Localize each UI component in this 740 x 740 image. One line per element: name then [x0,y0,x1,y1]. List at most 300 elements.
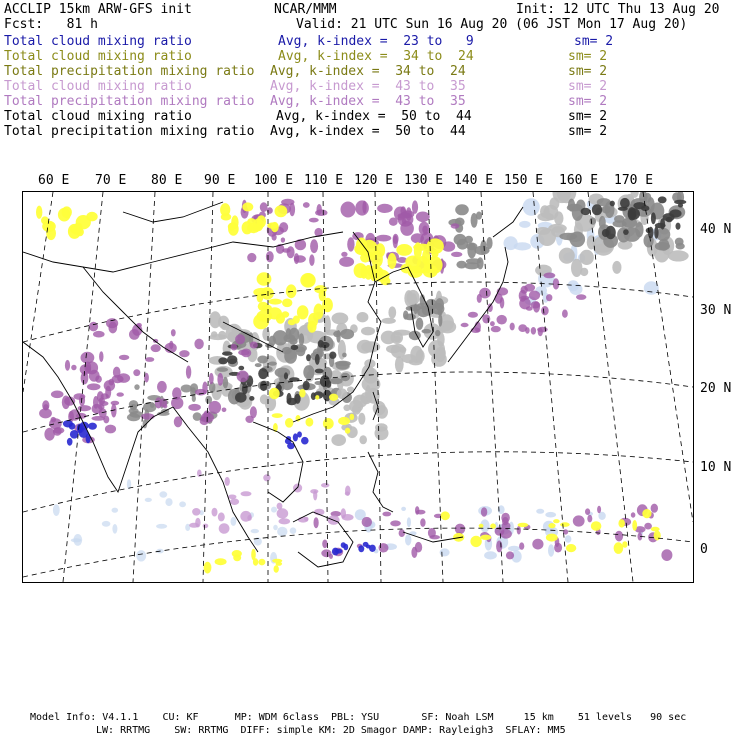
cloud-gray-shading [303,365,314,379]
ice-cloud-shading [376,235,391,242]
latitude-label: 40 N [700,222,732,237]
liquid-cloud-shading [363,542,369,547]
cloud-gray-shading [647,197,655,213]
cloud-gray-shading [605,226,615,240]
precip-yellow-shading [412,266,422,274]
cloud-gray-shading [311,392,316,400]
cloud-gray-shading [299,333,305,345]
ice-cloud-shading [345,486,351,496]
light-cloud-shading [290,527,297,534]
precip-yellow-shading [257,293,264,303]
ice-cloud-shading [382,512,391,517]
longitude-label: 70 E [95,173,127,188]
field-name: Total cloud mixing ratio [4,109,192,124]
ice-cloud-shading [394,207,407,221]
longitude-label: 100 E [254,173,294,188]
ice-cloud-shading [519,298,531,310]
ice-cloud-shading [597,506,601,513]
cloud-gray-shading [181,385,192,393]
light-cloud-shading [112,508,119,513]
precip-yellow-shading [323,418,334,429]
cloud-gray-shading [357,312,369,322]
ice-cloud-shading [651,504,658,513]
cloud-gray-shading [654,226,658,238]
cloud-gray-shading [257,356,268,364]
ice-cloud-shading [532,539,543,550]
ice-cloud-shading [238,350,249,356]
cloud-gray-shading [422,329,432,334]
ice-cloud-shading [281,237,285,242]
longitude-label: 110 E [304,173,344,188]
ice-cloud-shading [51,391,64,399]
cloud-gray-shading [353,395,368,408]
ice-cloud-shading [287,246,295,258]
cloud-gray-shading [620,198,630,208]
precip-yellow-shading [553,519,560,523]
ice-cloud-shading [279,222,288,232]
liquid-cloud-shading [88,423,97,430]
ice-cloud-shading [277,503,283,510]
cloud-gray-shading [571,259,582,277]
ice-cloud-shading [78,405,91,411]
liquid-cloud-shading [67,438,73,446]
ice-cloud-shading [218,512,225,521]
cloud-gray-shading [222,351,233,355]
cloud-gray-shading [343,405,350,412]
map-panel [22,191,694,583]
precip-yellow-shading [221,213,232,220]
precip-yellow-shading [86,212,97,222]
ice-cloud-shading [661,549,672,561]
ice-cloud-shading [553,278,560,289]
ice-cloud-shading [222,408,227,413]
ice-cloud-shading [171,329,176,336]
cloud-gray-shading [134,384,139,390]
cloud-gray-shading [326,380,332,388]
ice-cloud-shading [490,321,495,326]
model-info-line-1: Model Info: V4.1.1 CU: KF MP: WDM 6class PBL: YSU SF: Noah LSM 15 km 51 levels 90 sec [30,712,687,723]
field-smoothing: sm= 2 [568,79,608,94]
precip-yellow-shading [345,428,350,434]
cloud-gray-shading [289,328,299,342]
ice-cloud-shading [44,428,54,441]
cloud-gray-shading [382,318,396,324]
cloud-gray-shading [669,209,681,217]
precip-yellow-shading [41,216,49,224]
precip-yellow-shading [424,262,431,273]
cloud-gray-shading [438,314,442,327]
ice-cloud-shading [585,508,590,515]
field-smoothing: sm= 2 [568,109,608,124]
longitude-label: 120 E [354,173,394,188]
cloud-gray-shading [386,345,401,354]
ice-cloud-shading [113,367,121,378]
cloud-gray-shading [342,353,347,358]
cloud-gray-shading [359,435,367,444]
cloud-gray-shading [209,334,228,340]
ice-cloud-shading [644,523,652,530]
precip-yellow-shading [654,531,661,541]
cloud-gray-shading [273,330,288,345]
ice-cloud-shading [416,212,430,223]
cloud-gray-shading [486,237,492,249]
ice-cloud-shading [250,342,258,349]
cloud-gray-shading [454,234,467,245]
precip-yellow-shading [371,250,383,267]
precip-yellow-shading [268,299,282,305]
light-cloud-shading [545,512,556,518]
precip-yellow-shading [548,523,555,528]
light-cloud-shading [145,498,152,502]
cloud-gray-shading [358,413,365,425]
light-cloud-shading [231,517,237,526]
liquid-cloud-shading [341,542,346,548]
ice-cloud-shading [133,369,140,376]
precip-yellow-shading [62,206,72,218]
ice-cloud-shading [103,416,109,424]
ice-cloud-shading [422,226,428,234]
ice-cloud-shading [279,518,291,524]
ice-cloud-shading [188,404,201,411]
precip-yellow-shading [642,509,651,518]
ice-cloud-shading [322,540,327,549]
precip-yellow-shading [272,559,282,563]
ice-cloud-shading [517,526,521,535]
liquid-cloud-shading [63,420,73,427]
light-cloud-shading [112,524,117,534]
precip-yellow-shading [591,521,602,531]
light-cloud-shading [102,521,111,527]
cloud-gray-shading [416,350,425,363]
cloud-gray-shading [580,268,588,276]
ice-cloud-shading [98,404,105,410]
field-level-range: Avg, k-index = 34 to 24 [278,49,474,64]
field-name: Total precipitation mixing ratio [4,64,255,79]
light-cloud-shading [401,507,406,511]
precip-yellow-shading [480,535,491,540]
cloud-gray-shading [599,216,606,229]
cloud-gray-shading [129,400,138,409]
precip-yellow-shading [307,321,316,333]
ice-cloud-shading [157,381,167,393]
cloud-gray-shading [623,229,629,235]
field-name: Total cloud mixing ratio [4,79,192,94]
ice-cloud-shading [347,237,354,251]
field-level-range: Avg, k-index = 50 to 44 [270,124,466,139]
cloud-gray-shading [315,354,320,365]
ice-cloud-shading [129,329,140,340]
cloud-gray-shading [291,345,299,350]
ice-cloud-shading [362,517,372,527]
ice-cloud-shading [451,223,460,228]
light-cloud-shading [271,507,277,513]
cloud-gray-shading [394,336,401,343]
ice-cloud-shading [420,518,425,527]
ice-cloud-shading [106,318,118,328]
precip-yellow-shading [560,522,570,527]
ice-cloud-shading [240,511,251,522]
light-cloud-shading [159,491,167,497]
precip-yellow-shading [356,238,367,253]
light-cloud-shading [179,501,186,507]
precip-yellow-shading [242,221,253,234]
ice-cloud-shading [89,322,98,332]
ice-cloud-shading [341,202,356,218]
light-cloud-shading [548,544,554,556]
ice-cloud-shading [136,323,142,328]
cloud-gray-shading [287,398,298,405]
ice-cloud-shading [99,351,103,362]
cloud-gray-shading [218,357,228,364]
precip-yellow-shading [322,298,333,313]
ice-cloud-shading [524,284,535,292]
ice-cloud-shading [615,531,623,542]
ice-cloud-shading [518,324,527,332]
cloud-gray-shading [333,331,341,337]
ice-cloud-shading [573,515,585,526]
ice-cloud-shading [93,331,105,338]
light-cloud-shading [136,550,146,561]
cloud-gray-shading [388,306,396,318]
field-name: Total precipitation mixing ratio [4,124,255,139]
light-cloud-shading [565,535,572,543]
ice-cloud-shading [99,397,105,404]
cloud-gray-shading [538,228,556,246]
light-cloud-shading [407,517,411,527]
cloud-gray-shading [331,434,346,446]
ice-cloud-shading [39,408,52,418]
ice-cloud-shading [491,326,501,332]
cloud-gray-shading [217,367,228,372]
ice-cloud-shading [241,491,252,496]
field-level-range: Avg, k-index = 34 to 24 [270,64,466,79]
field-smoothing: sm= 2 [568,49,608,64]
cloud-gray-shading [336,361,350,369]
longitude-label: 90 E [204,173,236,188]
ice-cloud-shading [544,273,556,279]
liquid-cloud-shading [80,422,89,430]
cloud-gray-shading [580,250,594,265]
cloud-gray-shading [242,383,248,394]
ice-cloud-shading [245,416,253,423]
ice-cloud-shading [263,474,270,481]
ice-cloud-shading [219,523,230,534]
model-info-line-2: LW: RRTMG SW: RRTMG DIFF: simple KM: 2D Smagor DAMP: Rayleigh3 SFLAY: MM5 [96,725,566,736]
ice-cloud-shading [314,517,319,528]
cloud-gray-shading [306,354,311,361]
ice-cloud-shading [519,542,524,549]
ice-cloud-shading [468,312,478,318]
precip-yellow-shading [281,311,289,317]
forecast-map [23,192,693,582]
precip-yellow-shading [329,394,338,401]
cloud-gray-shading [641,205,649,211]
cloud-gray-shading [249,396,254,401]
precip-yellow-shading [275,205,288,217]
cloud-gray-shading [284,348,297,364]
ice-cloud-shading [294,253,299,264]
longitude-label: 60 E [38,173,70,188]
ice-cloud-shading [304,517,308,521]
ice-cloud-shading [64,397,75,406]
longitude-label: 150 E [504,173,544,188]
precip-yellow-shading [272,413,283,418]
ice-cloud-shading [355,200,369,215]
ice-cloud-shading [315,209,327,216]
ice-cloud-shading [501,513,510,523]
ice-cloud-shading [415,506,419,515]
cloud-gray-shading [303,381,310,390]
cloud-gray-shading [284,372,288,379]
cloud-gray-shading [465,236,473,243]
field-smoothing: sm= 2 [568,64,608,79]
ice-cloud-shading [212,508,218,517]
cloud-gray-shading [258,368,268,379]
cloud-gray-shading [329,352,336,359]
cloud-gray-shading [268,362,277,366]
precip-yellow-shading [269,388,280,399]
precip-yellow-shading [302,273,315,287]
cloud-gray-shading [361,327,375,336]
ice-cloud-shading [119,355,129,360]
ice-cloud-shading [500,297,505,308]
precip-yellow-shading [253,558,258,565]
ice-cloud-shading [189,523,199,528]
ice-cloud-shading [237,371,249,383]
ice-cloud-shading [230,498,239,505]
ice-cloud-shading [310,239,318,253]
ice-cloud-shading [379,543,389,552]
ice-cloud-shading [86,361,98,374]
ice-cloud-shading [231,344,238,351]
light-cloud-shading [536,509,544,514]
ice-cloud-shading [546,294,552,301]
precip-yellow-shading [204,562,212,574]
precip-yellow-shading [314,304,324,320]
ice-cloud-shading [225,477,230,486]
cloud-gray-shading [439,347,446,359]
liquid-cloud-shading [301,437,309,445]
ice-cloud-shading [155,397,162,408]
ice-cloud-shading [309,218,319,223]
ice-cloud-shading [179,350,189,357]
cloud-gray-shading [223,377,228,389]
precip-yellow-shading [479,524,484,528]
field-name: Total precipitation mixing ratio [4,94,255,109]
ice-cloud-shading [260,202,268,212]
precip-yellow-shading [338,417,350,425]
ice-cloud-shading [289,203,295,216]
forecast-hour: Fcst: 81 h [4,17,98,32]
ice-cloud-shading [339,257,354,267]
light-cloud-shading [73,534,82,546]
cloud-gray-shading [477,257,484,269]
ice-cloud-shading [186,366,191,379]
ice-cloud-shading [390,520,401,526]
cloud-gray-shading [678,203,683,207]
light-cloud-shading [165,498,172,506]
cloud-gray-shading [554,211,563,225]
ice-cloud-shading [531,327,536,335]
precip-yellow-shading [651,527,660,532]
light-cloud-shading [519,221,530,228]
field-smoothing: sm= 2 [574,34,614,49]
cloud-gray-shading [407,290,420,306]
liquid-cloud-shading [297,431,302,437]
cloud-gray-shading [238,366,244,371]
ice-cloud-shading [228,495,237,500]
cloud-gray-shading [435,330,440,336]
cloud-gray-shading [466,243,477,251]
ice-cloud-shading [247,253,256,262]
longitude-label: 80 E [151,173,183,188]
ice-cloud-shading [321,483,329,488]
light-cloud-shading [156,524,167,529]
cloud-gray-shading [602,206,611,214]
cloud-gray-shading [255,363,262,367]
cloud-gray-shading [628,207,637,220]
cloud-gray-shading [455,204,469,215]
valid-time: Valid: 21 UTC Sun 16 Aug 20 (06 JST Mon 17 Aug 20) [296,17,688,32]
field-level-range: Avg, k-index = 50 to 44 [276,109,472,124]
cloud-gray-shading [340,329,354,339]
ice-cloud-shading [399,529,405,537]
precip-yellow-shading [518,523,529,527]
precip-yellow-shading [315,395,319,400]
cloud-gray-shading [438,310,443,316]
precip-yellow-shading [299,389,305,398]
ice-cloud-shading [192,508,200,516]
ice-cloud-shading [576,294,586,300]
cloud-gray-shading [610,201,615,207]
field-smoothing: sm= 2 [568,94,608,109]
ice-cloud-shading [151,344,161,352]
ice-cloud-shading [141,413,155,419]
precip-yellow-shading [396,244,412,256]
ice-cloud-shading [209,401,222,414]
latitude-label: 30 N [700,303,732,318]
cloud-gray-shading [612,261,621,274]
ice-cloud-shading [477,294,482,303]
precip-yellow-shading [215,558,227,565]
precip-yellow-shading [76,228,84,237]
ice-cloud-shading [411,547,417,558]
ice-cloud-shading [497,315,507,325]
ice-cloud-shading [309,254,314,266]
light-cloud-shading [53,504,60,516]
precip-yellow-shading [288,319,296,325]
field-smoothing: sm= 2 [568,124,608,139]
ice-cloud-shading [217,373,223,386]
agency-label: NCAR/MMM [274,2,337,17]
ice-cloud-shading [506,551,514,559]
precip-yellow-shading [306,418,314,427]
liquid-cloud-shading [70,430,79,439]
cloud-gray-shading [471,213,478,228]
precip-yellow-shading [618,519,625,527]
ice-cloud-shading [510,323,515,331]
ice-cloud-shading [428,528,436,538]
longitude-label: 140 E [454,173,494,188]
cloud-gray-shading [416,318,424,330]
cloud-gray-shading [676,223,681,230]
ice-cloud-shading [194,339,203,350]
cloud-gray-shading [589,217,596,224]
ice-cloud-shading [377,204,393,213]
ice-cloud-shading [117,392,124,396]
ice-cloud-shading [461,323,469,327]
cloud-gray-shading [402,354,417,363]
